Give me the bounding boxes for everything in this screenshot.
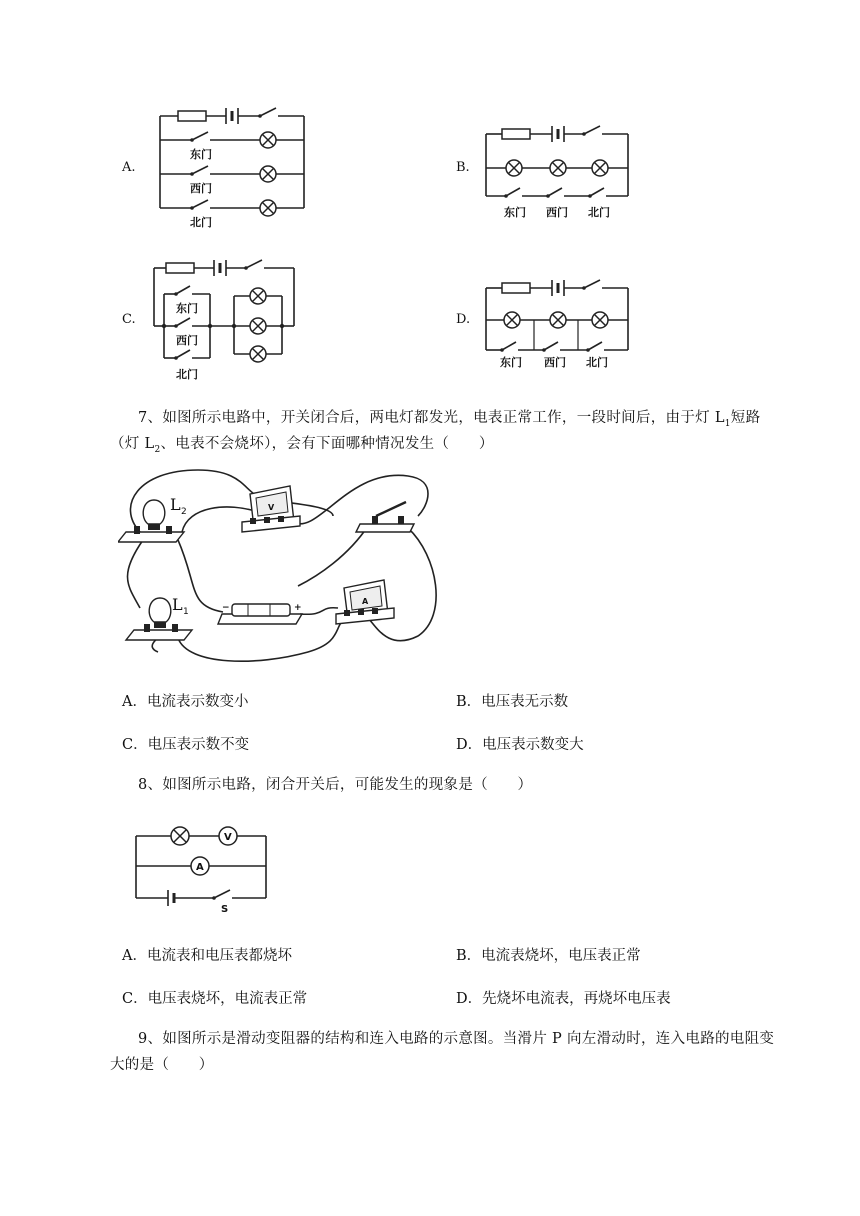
q7-answer-d[interactable]: D．电压表示数变大 <box>456 737 584 753</box>
switch-label: S <box>221 904 229 915</box>
door-east-label: 东门 <box>176 302 198 315</box>
q8-answer-a[interactable]: A．电流表和电压表都烧坏 <box>122 948 292 964</box>
door-east-label: 东门 <box>504 206 526 219</box>
door-east-label: 东门 <box>500 356 522 369</box>
door-west-label: 西门 <box>190 182 212 195</box>
knife-switch-icon <box>356 502 414 532</box>
q7-answer-b[interactable]: B．电压表无示数 <box>456 694 569 710</box>
label-l2-sub: 2 <box>181 507 187 517</box>
ammeter-icon <box>336 580 394 624</box>
q7-answer-a[interactable]: A．电流表示数变小 <box>122 694 249 710</box>
door-east-label: 东门 <box>190 148 212 161</box>
door-north-label: 北门 <box>588 206 610 219</box>
option-a-label: A. <box>122 160 136 175</box>
circuit-diagram-c <box>146 254 306 386</box>
option-d-label: D. <box>456 312 471 327</box>
voltmeter-icon <box>219 827 237 845</box>
label-l1-sub: 1 <box>183 607 189 617</box>
circuit-picture-q7 <box>118 466 448 676</box>
svg-text:V: V <box>268 503 275 512</box>
svg-text:A: A <box>362 597 369 606</box>
door-west-label: 西门 <box>546 206 568 219</box>
svg-text:V: V <box>224 832 232 843</box>
q8-answer-c[interactable]: C．电压表烧坏，电流表正常 <box>122 991 308 1007</box>
label-l1: L <box>172 595 183 614</box>
q8-answer-d[interactable]: D．先烧坏电流表，再烧坏电压表 <box>456 991 671 1007</box>
door-west-label: 西门 <box>544 356 566 369</box>
bulb-l1-icon <box>149 598 171 628</box>
circuit-diagram-b <box>478 122 638 222</box>
svg-text:−: − <box>222 603 230 613</box>
question-7-stem-line2: （灯 $L_2$、电表不会烧坏），会有下面哪种情况发生（ ） <box>110 436 494 455</box>
circuit-diagram-d <box>478 272 638 372</box>
bulb-l2-icon <box>143 500 165 530</box>
option-c-label: C. <box>122 312 136 327</box>
svg-text:+: + <box>294 603 302 613</box>
question-9-stem-line1: 9、如图所示是滑动变阻器的结构和连入电路的示意图。当滑片 P 向左滑动时，连入电路的电阻变 <box>138 1031 775 1047</box>
ammeter-icon <box>191 857 209 875</box>
door-north-label: 北门 <box>176 368 198 381</box>
question-9-stem-line2: 大的是（ ） <box>110 1057 214 1073</box>
q7-answer-c[interactable]: C．电压表示数不变 <box>122 737 250 753</box>
voltmeter-icon <box>242 486 300 532</box>
q8-answer-b[interactable]: B．电流表烧坏，电压表正常 <box>456 948 641 964</box>
circuit-diagram-a <box>150 102 320 232</box>
label-l2: L <box>170 495 181 514</box>
option-b-label: B. <box>456 160 470 175</box>
question-8-stem: 8、如图所示电路，闭合开关后，可能发生的现象是（ ） <box>138 777 533 793</box>
door-north-label: 北门 <box>586 356 608 369</box>
circuit-diagram-q8 <box>126 824 276 916</box>
svg-text:A: A <box>196 862 204 873</box>
door-west-label: 西门 <box>176 334 198 347</box>
battery-icon <box>218 603 302 624</box>
door-north-label: 北门 <box>190 216 212 229</box>
question-7-stem-line1: 7、如图所示电路中，开关闭合后，两电灯都发光，电表正常工作，一段时间后，由于灯 $L_1$短路 <box>138 410 761 429</box>
lamp-icon <box>171 827 189 845</box>
